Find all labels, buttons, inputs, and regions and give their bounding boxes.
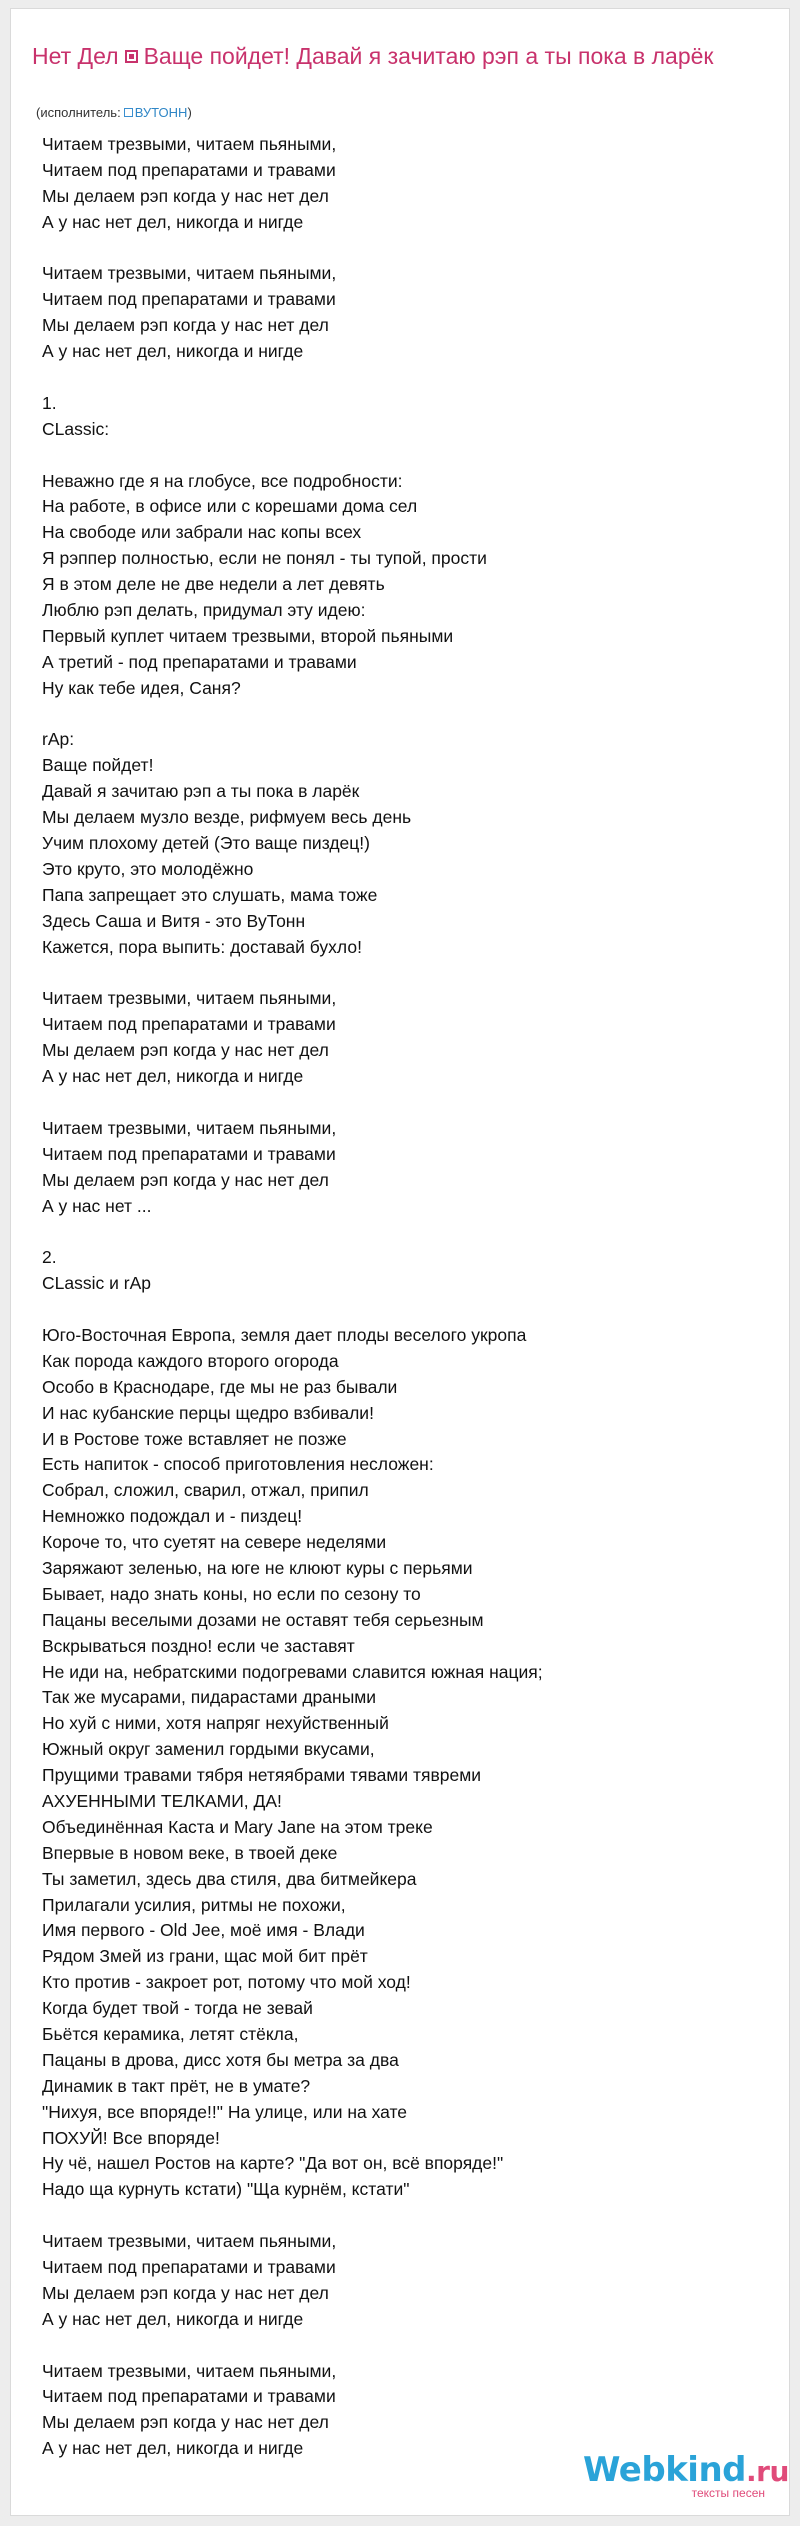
artist-link[interactable]: ВУТОНН: [134, 105, 188, 120]
lyric-line: И нас кубанские перцы щедро взбивали!: [42, 1402, 374, 1423]
lyric-line: Кто против - закроет рот, потому что мой ход!: [42, 1972, 411, 1993]
lyric-line: Читаем трезвыми, читаем пьяными,: [42, 1117, 337, 1138]
lyric-line: Заряжают зеленью, на юге не клюют куры с перьями: [42, 1557, 473, 1578]
lyric-line: "Нихуя, все впоряде!!" На улице, или на хате: [42, 2101, 408, 2122]
lyric-line: Читаем трезвыми, читаем пьяными,: [42, 2360, 337, 2381]
lyric-blank-line: [42, 961, 762, 987]
lyric-blank-line: [42, 2333, 762, 2359]
lyric-line: Читаем трезвыми, читаем пьяными,: [42, 988, 337, 1009]
lyric-line: Мы делаем музло везде, рифмуем весь день: [42, 807, 412, 828]
lyric-line: А у нас нет дел, никогда и нигде: [42, 1066, 304, 1087]
logo-wordmark: [583, 2450, 789, 2490]
lyric-line: А у нас нет дел, никогда и нигде: [42, 341, 304, 362]
lyric-blank-line: [42, 1090, 762, 1116]
lyric-line: Мы делаем рэп когда у нас нет дел: [42, 1169, 329, 1190]
lyric-line: Вскрываться поздно! если че заставят: [42, 1635, 355, 1656]
lyric-line: CLassic:: [42, 418, 110, 439]
lyric-line: На работе, в офисе или с корешами дома сел: [42, 496, 418, 517]
lyric-line: Есть напиток - способ приготовления несложен:: [42, 1454, 434, 1475]
lyric-line: Юго-Восточная Европа, земля дает плоды веселого укропа: [42, 1324, 527, 1345]
artist-byline: [36, 104, 192, 122]
lyric-line: Читаем трезвыми, читаем пьяными,: [42, 2231, 337, 2252]
lyric-line: Ваще пойдет!: [42, 755, 154, 776]
lyric-line: Пацаны веселыми дозами не оставят тебя серьезным: [42, 1609, 484, 1630]
lyric-line: Как порода каждого второго огорода: [42, 1350, 339, 1371]
lyric-line: Мы делаем рэп когда у нас нет дел: [42, 2282, 329, 2303]
lyric-line: Я рэппер полностью, если не понял - ты тупой, прости: [42, 548, 487, 569]
square-bullet-icon: [125, 50, 138, 63]
lyric-line: Читаем под препаратами и травами: [42, 2257, 336, 2278]
lyric-line: Прущими травами тября нетяябрами тявами тявреми: [42, 1765, 482, 1786]
lyric-line: ПОХУЙ! Все впоряде!: [42, 2127, 220, 2148]
lyric-line: Читаем трезвыми, читаем пьяными,: [42, 263, 337, 284]
lyric-line: Динамик в такт прёт, не в умате?: [42, 2075, 311, 2096]
lyric-line: Учим плохому детей (Это ваще пиздец!): [42, 833, 370, 854]
logo-word: Webkind: [583, 2450, 746, 2490]
lyric-blank-line: [42, 1297, 762, 1323]
lyric-line: Папа запрещает это слушать, мама тоже: [42, 884, 378, 905]
lyric-line: Неважно где я на глобусе, все подробности:: [42, 470, 403, 491]
lyric-line: Так же мусарами, пидарастами драными: [42, 1687, 377, 1708]
lyric-blank-line: [42, 1219, 762, 1245]
lyric-line: Читаем под препаратами и травами: [42, 1143, 336, 1164]
lyrics-text: [42, 132, 762, 2462]
lyric-line: АХУЕННЫМИ ТЕЛКАМИ, ДА!: [42, 1791, 282, 1811]
square-bullet-icon: [124, 108, 133, 117]
lyric-line: Пацаны в дрова, дисс хотя бы метра за два: [42, 2049, 399, 2070]
lyric-line: Ну чё, нашел Ростов на карте? "Да вот он, всё впоряде!": [42, 2153, 504, 2174]
lyric-line: Читаем под препаратами и травами: [42, 1014, 336, 1035]
lyric-line: А у нас нет дел, никогда и нигде: [42, 2438, 304, 2459]
lyric-line: Не иди на, небратскими подогревами славится южная нация;: [42, 1661, 543, 1682]
lyric-line: Мы делаем рэп когда у нас нет дел: [42, 2412, 329, 2433]
lyric-line: Впервые в новом веке, в твоей деке: [42, 1842, 338, 1863]
lyric-line: rAp:: [42, 729, 75, 750]
lyric-line: А у нас нет дел, никогда и нигде: [42, 2308, 304, 2329]
lyric-line: Здесь Саша и Витя - это ВуТонн: [42, 910, 306, 931]
lyric-line: Короче то, что суетят на севере неделями: [42, 1532, 387, 1553]
lyric-line: Читаем под препаратами и травами: [42, 289, 336, 310]
lyric-line: Мы делаем рэп когда у нас нет дел: [42, 185, 329, 206]
lyric-line: Давай я зачитаю рэп а ты пока в ларёк: [42, 781, 360, 802]
lyric-line: Южный округ заменил гордыми вкусами,: [42, 1739, 375, 1760]
lyric-line: А у нас нет ...: [42, 1195, 152, 1216]
lyric-line: Первый куплет читаем трезвыми, второй пьяными: [42, 625, 454, 646]
lyric-line: Рядом Змей из грани, щас мой бит прёт: [42, 1946, 368, 1967]
lyric-line: Ты заметил, здесь два стиля, два битмейкера: [42, 1868, 417, 1889]
page-title: [32, 40, 762, 72]
lyric-line: Кажется, пора выпить: доставай бухло!: [42, 936, 362, 957]
lyric-line: Прилагали усилия, ритмы не похожи,: [42, 1894, 346, 1915]
lyric-blank-line: [42, 236, 762, 262]
lyric-line: 2.: [42, 1247, 57, 1268]
lyric-line: Особо в Краснодаре, где мы не раз бывали: [42, 1376, 398, 1397]
logo-tagline: тексты песен: [691, 2486, 765, 2500]
lyric-line: Я в этом деле не две недели а лет девять: [42, 574, 385, 595]
lyric-line: А третий - под препаратами и травами: [42, 651, 357, 672]
lyric-line: Читаем трезвыми, читаем пьяными,: [42, 134, 337, 154]
lyric-line: Надо ща курнуть кстати) "Ща курнём, кстати": [42, 2179, 410, 2200]
title-song: Ваще пойдет! Давай я зачитаю рэп а ты пока в ларёк: [143, 43, 714, 69]
lyric-blank-line: [42, 2203, 762, 2229]
lyric-line: Читаем под препаратами и травами: [42, 159, 336, 180]
lyric-line: Имя первого - Old Jee, моё имя - Влади: [42, 1920, 365, 1941]
lyric-blank-line: [42, 365, 762, 391]
lyric-line: А у нас нет дел, никогда и нигде: [42, 211, 304, 232]
lyric-line: Мы делаем рэп когда у нас нет дел: [42, 315, 329, 336]
lyric-line: Объединённая Каста и Mary Jane на этом треке: [42, 1816, 433, 1837]
lyric-blank-line: [42, 443, 762, 469]
lyric-blank-line: [42, 702, 762, 728]
lyric-line: Люблю рэп делать, придумал эту идею:: [42, 600, 366, 621]
lyric-line: На свободе или забрали нас копы всех: [42, 522, 362, 543]
site-logo[interactable]: [583, 2450, 789, 2500]
artist-suffix: ): [187, 105, 192, 120]
lyric-line: Читаем под препаратами и травами: [42, 2386, 336, 2407]
lyric-line: Когда будет твой - тогда не зевай: [42, 1998, 313, 2019]
lyric-line: Бьётся керамика, летят стёкла,: [42, 2024, 299, 2045]
logo-tld: .ru: [746, 2455, 789, 2488]
lyric-line: Собрал, сложил, сварил, отжал, припил: [42, 1480, 369, 1501]
lyric-line: 1.: [42, 392, 57, 413]
lyric-line: Немножко подождал и - пиздец!: [42, 1506, 303, 1527]
title-artist: Нет Дел: [32, 43, 119, 69]
lyric-line: Ну как тебе идея, Саня?: [42, 677, 241, 698]
lyric-line: Бывает, надо знать коны, но если по сезону то: [42, 1583, 421, 1604]
artist-prefix: (исполнитель:: [36, 105, 121, 120]
lyric-line: И в Ростове тоже вставляет не позже: [42, 1428, 347, 1449]
lyric-line: CLassic и rAp: [42, 1273, 151, 1294]
lyric-line: Мы делаем рэп когда у нас нет дел: [42, 1040, 329, 1061]
lyric-line: Но хуй с ними, хотя напряг нехуйственный: [42, 1713, 389, 1734]
lyric-line: Это круто, это молодёжно: [42, 858, 254, 879]
